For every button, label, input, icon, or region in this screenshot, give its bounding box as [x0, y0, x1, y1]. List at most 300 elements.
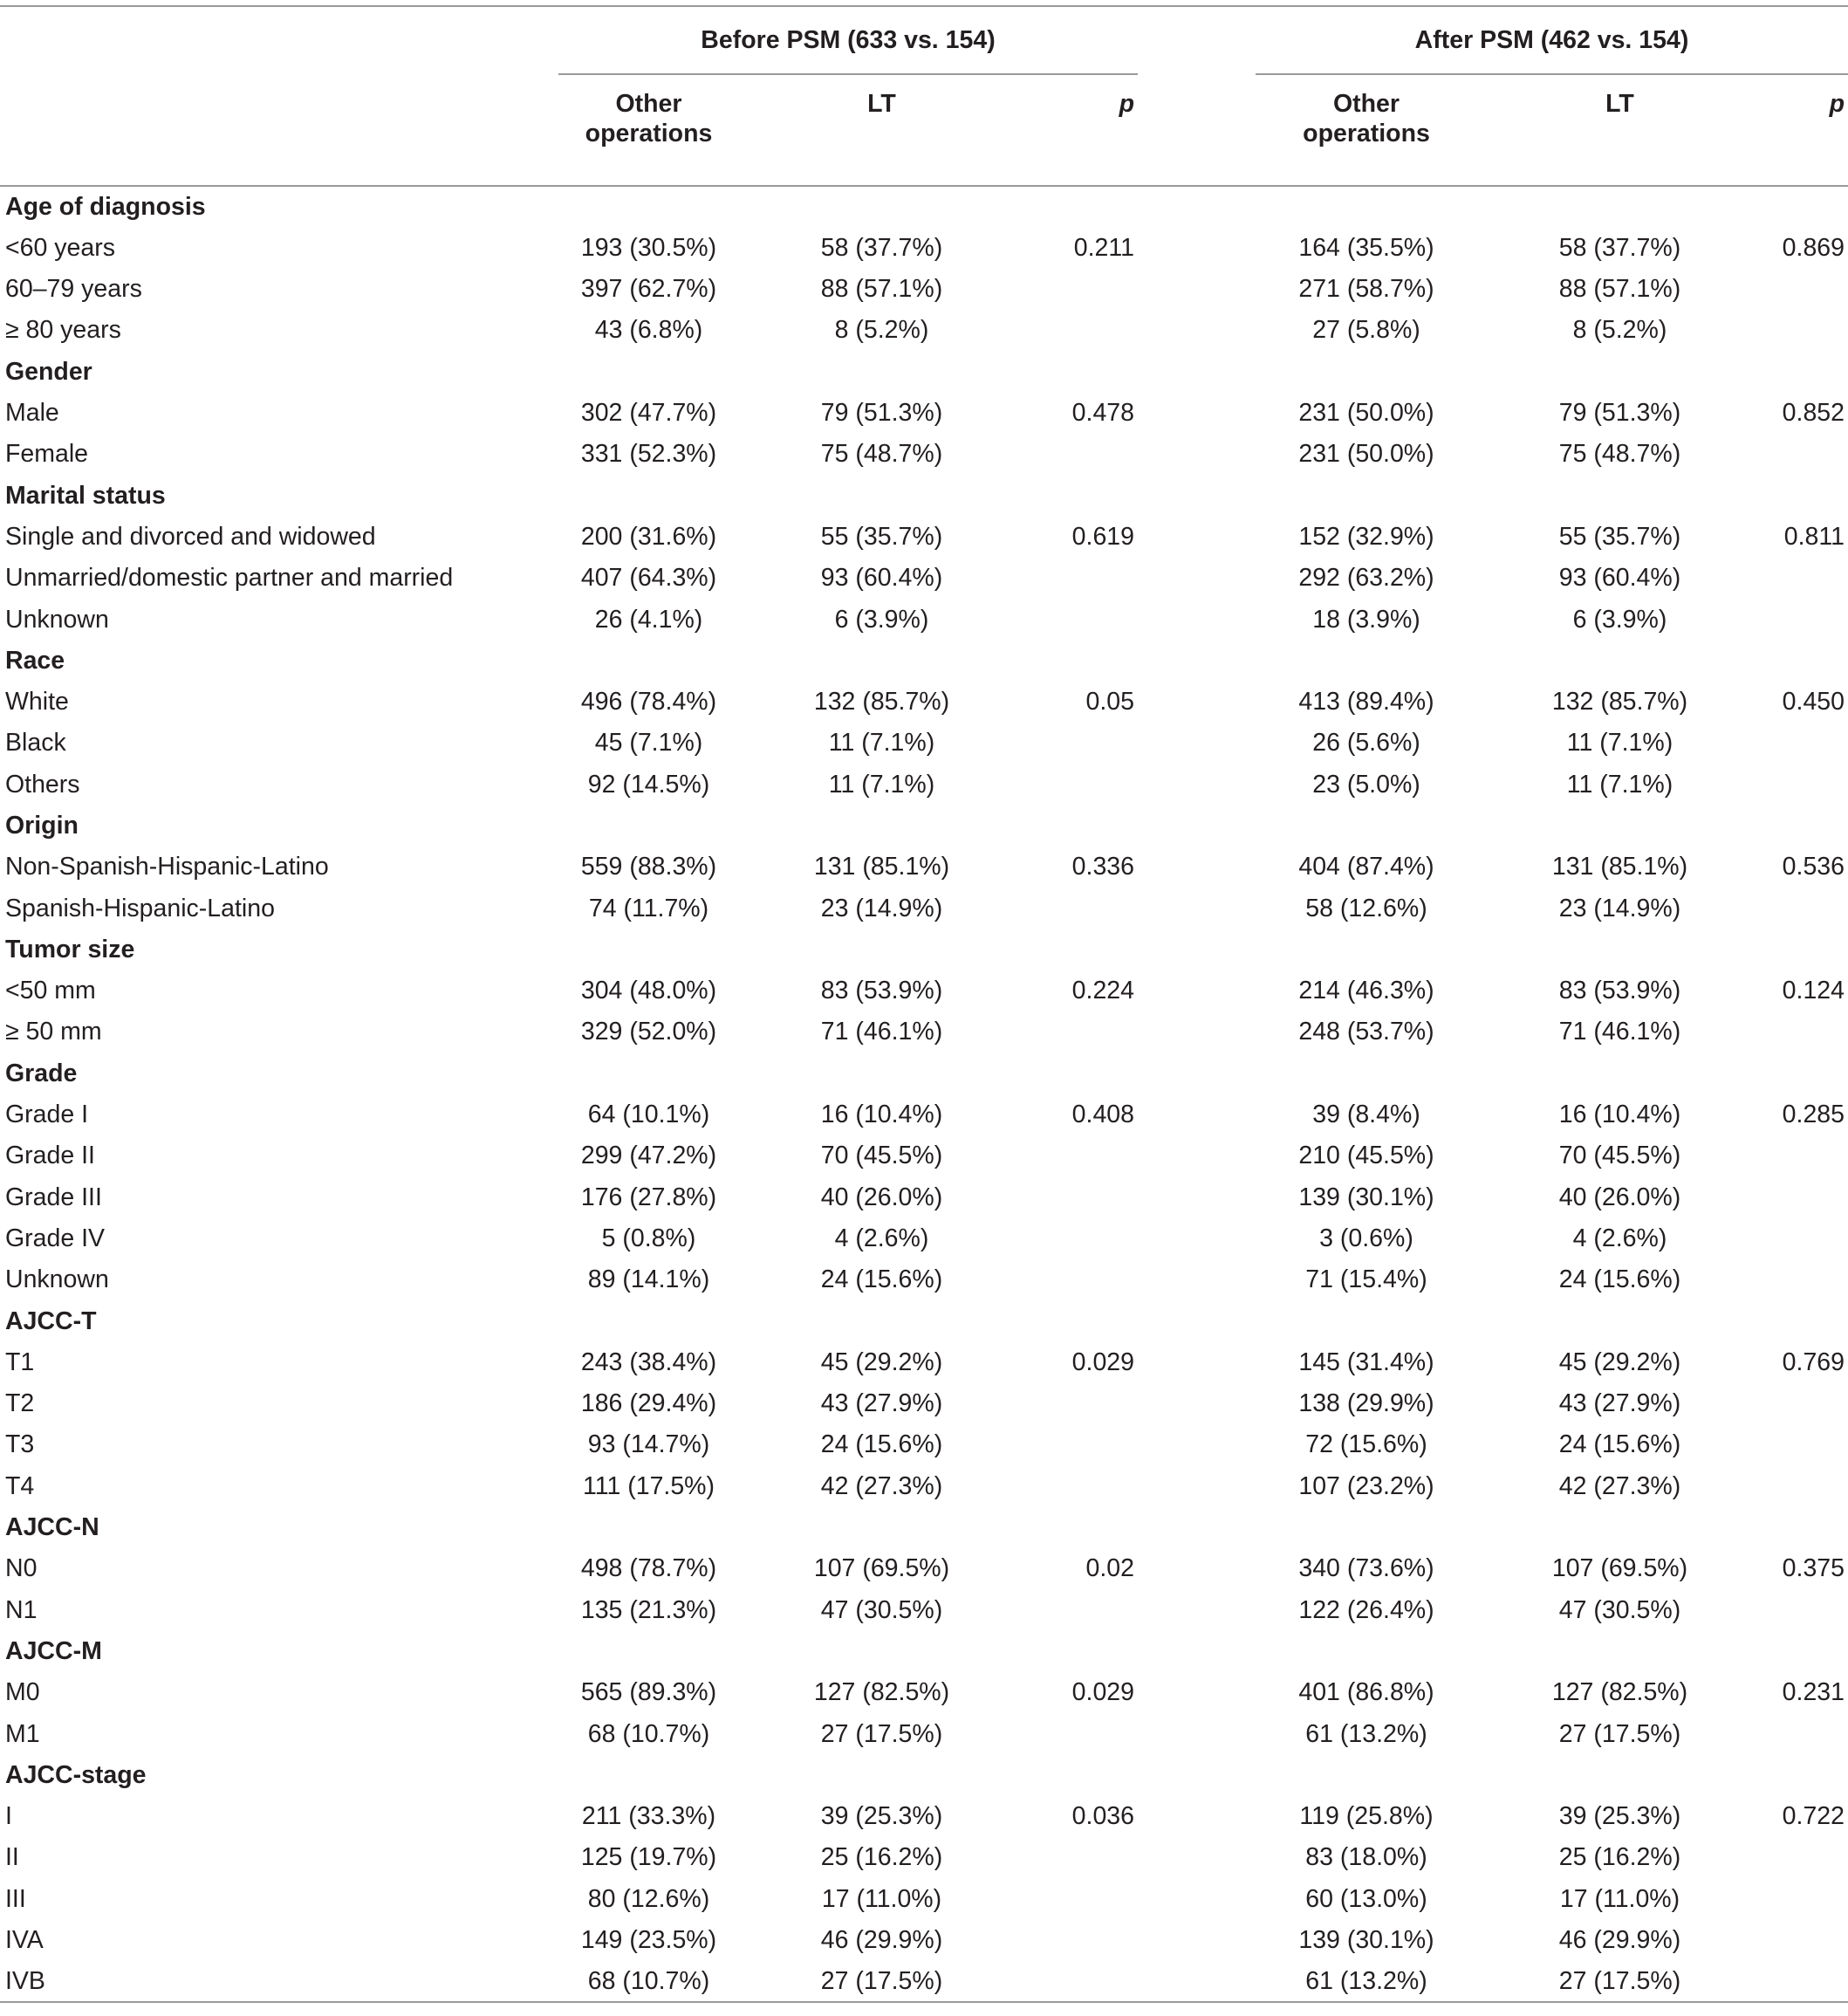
- gap-cell: [1138, 1548, 1256, 1589]
- before-p-value: [1024, 434, 1138, 475]
- before-p-header: p: [1024, 74, 1138, 186]
- table-row: [0, 1176, 1848, 1217]
- before-p-value: [1024, 888, 1138, 929]
- before-other-value: 68 (10.7%): [587, 1719, 710, 1748]
- before-other-value: 186 (29.4%): [580, 1389, 717, 1418]
- before-lt-value: 24 (15.6%): [820, 1430, 943, 1459]
- table-row: [0, 1919, 1848, 1960]
- before-lt-value: 16 (10.4%): [820, 1101, 943, 1129]
- gap-cell: [1138, 1135, 1256, 1176]
- section-header-row: [0, 351, 1848, 392]
- before-p-value: [1024, 764, 1138, 805]
- before-p-value: [1024, 1961, 1138, 2002]
- after-lt-value: 27 (17.5%): [1558, 1719, 1681, 1748]
- after-p-value: [1762, 723, 1848, 764]
- after-lt-value: 93 (60.4%): [1558, 564, 1681, 593]
- header-gap-cell: [1138, 6, 1256, 74]
- after-other-value: 119 (25.8%): [1299, 1802, 1434, 1831]
- after-other-value: 401 (86.8%): [1298, 1678, 1434, 1707]
- before-lt-value: 23 (14.9%): [820, 894, 943, 922]
- after-p-value: [1762, 1837, 1848, 1878]
- before-lt-value: 70 (45.5%): [820, 1142, 943, 1170]
- section-header-row: [0, 1507, 1848, 1548]
- before-lt-value: 17 (11.0%): [821, 1884, 942, 1913]
- before-other-value: 565 (89.3%): [580, 1678, 717, 1707]
- after-other-value: 340 (73.6%): [1298, 1554, 1434, 1583]
- table-row: [0, 310, 1848, 351]
- section-header-row: [0, 475, 1848, 516]
- after-lt-value: 43 (27.9%): [1558, 1389, 1681, 1418]
- after-p-value: [1762, 1011, 1848, 1053]
- table-row: [0, 227, 1848, 268]
- after-p-value: [1762, 269, 1848, 310]
- section-title: Origin: [5, 812, 79, 840]
- row-label: T3: [5, 1430, 35, 1459]
- after-lt-value: 16 (10.4%): [1558, 1101, 1681, 1129]
- after-other-value: 139 (30.1%): [1298, 1183, 1434, 1211]
- table-row: [0, 1424, 1848, 1465]
- other-line-1: Other: [1332, 90, 1400, 118]
- before-p-value: [1024, 1176, 1138, 1217]
- table-row: [0, 269, 1848, 310]
- after-lt-value: 27 (17.5%): [1477, 1961, 1762, 2002]
- after-p-value: 0.124: [1782, 977, 1845, 1005]
- gap-cell: [1138, 310, 1256, 351]
- after-lt-value: 23 (14.9%): [1558, 894, 1681, 922]
- header-columns-row: [0, 74, 1848, 186]
- after-p-value: 0.869: [1782, 233, 1845, 262]
- other-line-2: operations: [585, 120, 713, 148]
- before-lt-value: 127 (82.5%): [813, 1678, 950, 1707]
- after-p-value: 0.852: [1782, 399, 1845, 428]
- section-header-row: [0, 929, 1848, 970]
- table-row: [0, 558, 1848, 599]
- before-p-value: [1024, 1217, 1138, 1258]
- before-other-value: 193 (30.5%): [580, 233, 717, 262]
- before-lt-value: 11 (7.1%): [828, 770, 935, 799]
- before-p-value: 0.408: [1071, 1101, 1134, 1129]
- gap-cell: [1138, 1383, 1256, 1424]
- table-row: [0, 1713, 1848, 1754]
- before-p-value: [1024, 1837, 1138, 1878]
- header-label-cell: [0, 74, 558, 186]
- before-p-value: [1024, 599, 1138, 640]
- after-other-value: 139 (30.1%): [1298, 1926, 1434, 1955]
- before-other-value: 5 (0.8%): [601, 1224, 696, 1252]
- gap-cell: [1138, 1796, 1256, 1837]
- before-other-value: 397 (62.7%): [580, 275, 717, 304]
- after-other-value: 145 (31.4%): [1298, 1347, 1434, 1376]
- table-row: [0, 888, 1848, 929]
- table-row: [0, 1961, 1848, 2002]
- section-title: Gender: [5, 357, 92, 386]
- section-title: AJCC-T: [5, 1306, 97, 1335]
- before-lt-header: LT: [739, 74, 1024, 186]
- before-other-value: 243 (38.4%): [580, 1347, 717, 1376]
- before-lt-value: 6 (3.9%): [834, 605, 929, 634]
- before-lt-value: 71 (46.1%): [820, 1018, 943, 1046]
- after-other-value: 214 (46.3%): [1298, 977, 1434, 1005]
- after-p-value: [1762, 1878, 1848, 1919]
- before-other-value: 149 (23.5%): [580, 1926, 717, 1955]
- after-p-value: [1762, 764, 1848, 805]
- before-other-value: 200 (31.6%): [580, 522, 717, 551]
- row-label: Unknown: [5, 605, 109, 634]
- before-p-value: [1024, 723, 1138, 764]
- row-label: Single and divorced and widowed: [5, 522, 376, 551]
- after-lt-value: 8 (5.2%): [1572, 316, 1667, 345]
- section-header-row: [0, 1630, 1848, 1671]
- section-header-row: [0, 186, 1848, 227]
- before-p-value: 0.029: [1071, 1678, 1134, 1707]
- row-label: Unmarried/domestic partner and married: [5, 564, 454, 593]
- before-p-value: 0.478: [1071, 399, 1134, 428]
- row-label: Grade I: [5, 1101, 89, 1129]
- gap-cell: [1138, 1837, 1256, 1878]
- after-lt-value: 6 (3.9%): [1572, 605, 1667, 634]
- after-lt-value: 24 (15.6%): [1558, 1430, 1681, 1459]
- row-label: Male: [5, 399, 59, 428]
- before-p-value: [1024, 1713, 1138, 1754]
- gap-cell: [1138, 434, 1256, 475]
- table-row: [0, 1837, 1848, 1878]
- after-other-value: 61 (13.2%): [1305, 1719, 1427, 1748]
- table-row: [0, 434, 1848, 475]
- before-lt-value: 88 (57.1%): [820, 275, 943, 304]
- before-p-value: [1024, 1135, 1138, 1176]
- after-other-value: 58 (12.6%): [1305, 894, 1427, 922]
- before-psm-header: Before PSM (633 vs. 154): [558, 6, 1138, 74]
- gap-cell: [1138, 1961, 1256, 2002]
- after-p-value: 0.231: [1782, 1678, 1845, 1707]
- before-p-value: 0.224: [1071, 977, 1134, 1005]
- after-other-value: 60 (13.0%): [1305, 1884, 1427, 1913]
- row-label: N0: [5, 1554, 38, 1583]
- row-label: White: [5, 688, 69, 717]
- before-other-value: 211 (33.3%): [581, 1802, 716, 1831]
- after-other-operations-header: [1256, 74, 1477, 186]
- after-lt-value: 83 (53.9%): [1558, 977, 1681, 1005]
- after-p-value: 0.285: [1782, 1101, 1845, 1129]
- before-lt-value: 27 (17.5%): [820, 1719, 943, 1748]
- after-p-value: [1762, 1383, 1848, 1424]
- before-lt-value: 58 (37.7%): [820, 233, 943, 262]
- row-label: T2: [5, 1389, 35, 1418]
- before-p-value: 0.336: [1071, 853, 1134, 881]
- after-other-value: 413 (89.4%): [1298, 688, 1434, 717]
- after-lt-value: 17 (11.0%): [1559, 1884, 1680, 1913]
- after-other-value: 231 (50.0%): [1298, 399, 1434, 428]
- table-row: [0, 1341, 1848, 1382]
- before-other-value: 302 (47.7%): [580, 399, 717, 428]
- before-lt-value: 40 (26.0%): [820, 1183, 943, 1211]
- row-label: Black: [5, 729, 66, 758]
- before-p-value: 0.05: [1085, 688, 1134, 717]
- before-p-value: [1024, 1465, 1138, 1506]
- row-label: <50 mm: [5, 977, 96, 1005]
- gap-cell: [1138, 1424, 1256, 1465]
- section-header-row: [0, 805, 1848, 846]
- after-other-value: 248 (53.7%): [1298, 1018, 1434, 1046]
- after-other-value: 210 (45.5%): [1298, 1142, 1434, 1170]
- section-header-row: [0, 1300, 1848, 1341]
- gap-cell: [1138, 847, 1256, 888]
- row-label: I: [5, 1802, 12, 1831]
- table-row: [0, 1259, 1848, 1300]
- before-other-value: 407 (64.3%): [580, 564, 717, 593]
- after-lt-value: 45 (29.2%): [1558, 1347, 1681, 1376]
- before-other-value: 92 (14.5%): [587, 770, 710, 799]
- before-other-value: 331 (52.3%): [580, 440, 717, 469]
- gap-cell: [1138, 227, 1256, 268]
- before-other-value: 176 (27.8%): [580, 1183, 717, 1211]
- after-p-value: [1762, 599, 1848, 640]
- after-other-value: 72 (15.6%): [1305, 1430, 1427, 1459]
- after-p-value: [1762, 1465, 1848, 1506]
- after-other-value: 107 (23.2%): [1298, 1471, 1434, 1500]
- after-lt-value: 39 (25.3%): [1558, 1802, 1681, 1831]
- gap-cell: [1138, 1672, 1256, 1713]
- gap-cell: [1138, 392, 1256, 433]
- row-label: Grade III: [5, 1183, 102, 1211]
- before-p-value: [1024, 1919, 1138, 1960]
- gap-cell: [1138, 1217, 1256, 1258]
- characteristics-table: [0, 5, 1848, 2003]
- before-other-value: 111 (17.5%): [582, 1471, 715, 1500]
- table-row: [0, 682, 1848, 723]
- before-lt-value: 131 (85.1%): [813, 853, 950, 881]
- gap-cell: [1138, 970, 1256, 1011]
- gap-cell: [1138, 1589, 1256, 1630]
- row-label: Grade IV: [5, 1224, 106, 1252]
- before-p-value: [1024, 1011, 1138, 1053]
- gap-cell: [1138, 269, 1256, 310]
- after-p-value: 0.722: [1782, 1802, 1845, 1831]
- row-label: N1: [5, 1595, 38, 1624]
- header-group-row: [0, 6, 1848, 74]
- after-other-value: 152 (32.9%): [1298, 522, 1434, 551]
- before-lt-value: 75 (48.7%): [820, 440, 943, 469]
- before-lt-value: 24 (15.6%): [820, 1265, 943, 1294]
- table-row: [0, 1465, 1848, 1506]
- table-row: [0, 764, 1848, 805]
- section-header-row: [0, 1754, 1848, 1795]
- after-p-header: p: [1762, 74, 1848, 186]
- before-lt-value: 43 (27.9%): [820, 1389, 943, 1418]
- table-header: [0, 6, 1848, 186]
- after-lt-value: 131 (85.1%): [1551, 853, 1688, 881]
- section-header-row: [0, 640, 1848, 681]
- after-lt-value: 47 (30.5%): [1558, 1595, 1681, 1624]
- gap-cell: [1138, 682, 1256, 723]
- section-title: Marital status: [5, 481, 166, 510]
- before-other-operations-header: [558, 74, 739, 186]
- after-other-value: 138 (29.9%): [1298, 1389, 1434, 1418]
- before-other-value: 26 (4.1%): [594, 605, 703, 634]
- after-other-value: 231 (50.0%): [1298, 440, 1434, 469]
- table-row: [0, 1135, 1848, 1176]
- other-line-2: operations: [1303, 120, 1430, 148]
- before-other-value: 93 (14.7%): [587, 1430, 710, 1459]
- after-lt-value: 40 (26.0%): [1558, 1183, 1681, 1211]
- after-other-value: 71 (15.4%): [1305, 1265, 1427, 1294]
- section-title: Age of diagnosis: [5, 193, 206, 222]
- table-row: [0, 1878, 1848, 1919]
- before-other-value: 80 (12.6%): [587, 1884, 710, 1913]
- before-lt-value: 79 (51.3%): [820, 399, 943, 428]
- after-lt-value: 70 (45.5%): [1558, 1142, 1681, 1170]
- row-label: Others: [5, 770, 80, 799]
- before-other-value: 135 (21.3%): [580, 1595, 717, 1624]
- before-lt-value: 42 (27.3%): [820, 1471, 943, 1500]
- before-other-value: 74 (11.7%): [588, 894, 709, 922]
- table-row: [0, 1094, 1848, 1135]
- before-p-value: [1024, 1383, 1138, 1424]
- row-label: Unknown: [5, 1265, 109, 1294]
- before-lt-value: 45 (29.2%): [820, 1347, 943, 1376]
- section-title: AJCC-M: [5, 1636, 102, 1665]
- gap-cell: [1138, 888, 1256, 929]
- after-other-value: 23 (5.0%): [1312, 770, 1420, 799]
- after-other-value: 404 (87.4%): [1298, 853, 1434, 881]
- gap-cell: [1138, 1341, 1256, 1382]
- table-row: [0, 1383, 1848, 1424]
- row-label: T4: [5, 1471, 35, 1500]
- gap-cell: [1138, 1919, 1256, 1960]
- table-row: [0, 847, 1848, 888]
- table-row: [0, 599, 1848, 640]
- row-label: 60–79 years: [5, 275, 142, 304]
- after-p-value: [1762, 1713, 1848, 1754]
- after-lt-value: 88 (57.1%): [1558, 275, 1681, 304]
- gap-cell: [1138, 1465, 1256, 1506]
- row-label: M1: [5, 1719, 40, 1748]
- after-lt-value: 46 (29.9%): [1558, 1926, 1681, 1955]
- after-p-value: 0.375: [1782, 1554, 1845, 1583]
- after-p-value: [1762, 1259, 1848, 1300]
- before-p-value: [1024, 269, 1138, 310]
- table-row: [0, 723, 1848, 764]
- after-p-value: [1762, 888, 1848, 929]
- after-p-value: 0.811: [1783, 522, 1845, 551]
- after-lt-value: 11 (7.1%): [1566, 729, 1673, 758]
- before-p-value: 0.619: [1071, 522, 1134, 551]
- before-lt-value: 25 (16.2%): [820, 1843, 943, 1872]
- table-row: [0, 1672, 1848, 1713]
- row-label: IVA: [5, 1926, 44, 1955]
- after-p-value: [1762, 1961, 1848, 2002]
- before-lt-value: 39 (25.3%): [820, 1802, 943, 1831]
- table-row: [0, 1548, 1848, 1589]
- gap-cell: [1138, 558, 1256, 599]
- row-label: Female: [5, 440, 89, 469]
- table-row: [0, 1217, 1848, 1258]
- after-other-value: 122 (26.4%): [1298, 1595, 1434, 1624]
- row-label: T1: [5, 1347, 35, 1376]
- table-row: [0, 516, 1848, 557]
- after-other-value: 39 (8.4%): [1312, 1101, 1420, 1129]
- before-other-value: 45 (7.1%): [594, 729, 703, 758]
- before-other-value: 299 (47.2%): [580, 1142, 717, 1170]
- before-p-value: 0.036: [1071, 1802, 1134, 1831]
- gap-cell: [1138, 1878, 1256, 1919]
- row-label: ≥ 50 mm: [5, 1018, 102, 1046]
- after-other-value: 3 (0.6%): [1319, 1224, 1413, 1252]
- before-p-value: [1024, 1259, 1138, 1300]
- after-p-value: [1762, 1424, 1848, 1465]
- after-p-value: 0.769: [1782, 1347, 1845, 1376]
- row-label: M0: [5, 1678, 40, 1707]
- after-lt-value: 55 (35.7%): [1558, 522, 1681, 551]
- gap-cell: [1138, 1713, 1256, 1754]
- before-p-value: 0.211: [1073, 233, 1134, 262]
- after-p-value: [1762, 310, 1848, 351]
- before-lt-value: 4 (2.6%): [834, 1224, 929, 1252]
- before-lt-value: 46 (29.9%): [820, 1926, 943, 1955]
- section-title: Race: [5, 646, 65, 675]
- after-p-value: [1762, 1217, 1848, 1258]
- before-p-value: [1024, 310, 1138, 351]
- before-p-value: [1024, 1424, 1138, 1465]
- table-row: [0, 1796, 1848, 1837]
- after-p-value: [1762, 558, 1848, 599]
- before-lt-value: 132 (85.7%): [813, 688, 950, 717]
- after-lt-value: 42 (27.3%): [1558, 1471, 1681, 1500]
- gap-cell: [1138, 599, 1256, 640]
- gap-cell: [1138, 1259, 1256, 1300]
- before-other-value: 64 (10.1%): [587, 1101, 710, 1129]
- before-other-value: 498 (78.7%): [580, 1554, 717, 1583]
- after-p-value: 0.536: [1782, 853, 1845, 881]
- row-label: Spanish-Hispanic-Latino: [5, 894, 275, 922]
- row-label: II: [5, 1843, 19, 1872]
- before-lt-value: 11 (7.1%): [828, 729, 935, 758]
- gap-cell: [1138, 723, 1256, 764]
- after-p-value: 0.450: [1782, 688, 1845, 717]
- gap-cell: [1138, 1011, 1256, 1053]
- after-lt-value: 75 (48.7%): [1558, 440, 1681, 469]
- after-p-value: [1762, 1135, 1848, 1176]
- before-lt-value: 93 (60.4%): [820, 564, 943, 593]
- before-lt-value: 47 (30.5%): [820, 1595, 943, 1624]
- table-body: [0, 186, 1848, 2002]
- before-other-value: 329 (52.0%): [580, 1018, 717, 1046]
- row-label: Non-Spanish-Hispanic-Latino: [5, 853, 329, 881]
- before-other-value: 559 (88.3%): [580, 853, 717, 881]
- after-other-value: 27 (5.8%): [1312, 316, 1420, 345]
- other-line-1: Other: [615, 90, 682, 118]
- section-title: AJCC-stage: [5, 1760, 147, 1789]
- before-lt-value: 83 (53.9%): [820, 977, 943, 1005]
- after-lt-value: 24 (15.6%): [1558, 1265, 1681, 1294]
- after-p-value: [1762, 1589, 1848, 1630]
- before-p-value: 0.029: [1071, 1347, 1134, 1376]
- after-other-value: 26 (5.6%): [1312, 729, 1420, 758]
- table-row: [0, 1589, 1848, 1630]
- section-header-row: [0, 1053, 1848, 1094]
- before-other-value: 68 (10.7%): [558, 1961, 739, 2002]
- header-empty-cell: [0, 6, 558, 74]
- after-other-value: 164 (35.5%): [1298, 233, 1434, 262]
- before-other-value: 43 (6.8%): [594, 316, 703, 345]
- after-psm-header: After PSM (462 vs. 154): [1256, 6, 1848, 74]
- before-lt-value: 55 (35.7%): [820, 522, 943, 551]
- after-other-value: 271 (58.7%): [1298, 275, 1434, 304]
- after-p-value: [1762, 1176, 1848, 1217]
- after-lt-value: 71 (46.1%): [1558, 1018, 1681, 1046]
- table-row: [0, 392, 1848, 433]
- after-lt-value: 11 (7.1%): [1566, 770, 1673, 799]
